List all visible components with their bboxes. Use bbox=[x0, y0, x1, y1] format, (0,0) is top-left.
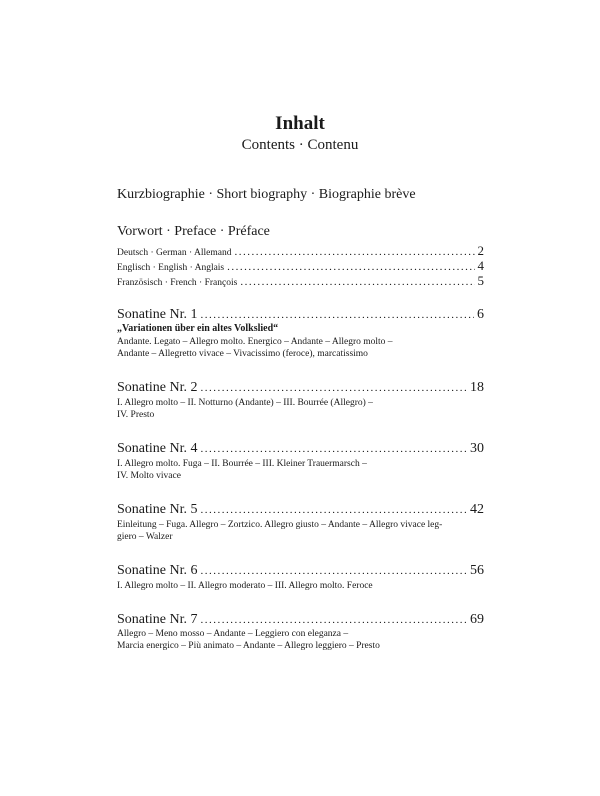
movement-line: Marcia energico – Più animato – Andante – Allegro leggiero – Presto bbox=[117, 641, 380, 651]
page-number: 42 bbox=[470, 502, 484, 517]
toc-label: Sonatine Nr. 5 bbox=[117, 502, 198, 517]
leader-dots bbox=[201, 504, 468, 516]
movement-line: Allegro – Meno mosso – Andante – Leggiero con eleganza – bbox=[117, 629, 349, 639]
page-subtitle: Contents · Contenu bbox=[241, 137, 359, 153]
toc-entry-sonatine-2 bbox=[117, 380, 484, 396]
movement-line: IV. Presto bbox=[117, 410, 155, 420]
sonatine-1-subtitle: „Variationen über ein altes Volkslied“ bbox=[117, 323, 279, 334]
movement-line: I. Allegro molto – II. Allegro moderato – III. Allegro molto. Feroce bbox=[117, 581, 373, 591]
preface-item-french bbox=[117, 273, 484, 289]
page-number: 18 bbox=[470, 380, 484, 395]
toc-label: Sonatine Nr. 6 bbox=[117, 563, 198, 578]
toc-label: Sonatine Nr. 2 bbox=[117, 380, 198, 395]
leader-dots bbox=[201, 614, 468, 626]
leader-dots bbox=[240, 276, 474, 288]
toc-entry-sonatine-7 bbox=[117, 612, 484, 628]
page-number: 5 bbox=[477, 273, 484, 288]
toc-label: Sonatine Nr. 1 bbox=[117, 307, 198, 322]
leader-dots bbox=[227, 261, 474, 273]
toc-entry-sonatine-6 bbox=[117, 563, 484, 579]
preface-heading: Vorwort · Preface · Préface bbox=[117, 224, 270, 239]
movement-line: giero – Walzer bbox=[117, 532, 173, 542]
toc-label: Deutsch · German · Allemand bbox=[117, 248, 232, 258]
movement-line: I. Allegro molto – II. Notturno (Andante) – III. Bourrée (Allegro) – bbox=[117, 398, 373, 408]
leader-dots bbox=[201, 382, 468, 394]
page-number: 2 bbox=[477, 243, 484, 258]
leader-dots bbox=[201, 309, 475, 321]
toc-label: Sonatine Nr. 4 bbox=[117, 441, 198, 456]
toc-label: Französisch · French · François bbox=[117, 278, 238, 288]
toc-label: Englisch · English · Anglais bbox=[117, 263, 225, 273]
page-number: 56 bbox=[470, 563, 484, 578]
toc-entry-sonatine-1 bbox=[117, 307, 484, 323]
toc-label: Sonatine Nr. 7 bbox=[117, 612, 198, 627]
page-number: 4 bbox=[477, 258, 484, 273]
page-title: Inhalt bbox=[275, 113, 325, 134]
movement-line: IV. Molto vivace bbox=[117, 471, 181, 481]
toc-entry-sonatine-5 bbox=[117, 502, 484, 518]
movement-line: I. Allegro molto. Fuga – II. Bourrée – III. Kleiner Trauermarsch – bbox=[117, 459, 367, 469]
preface-item-english bbox=[117, 258, 484, 274]
page-number: 69 bbox=[470, 612, 484, 627]
movement-line: Andante. Legato – Allegro molto. Energico – Andante – Allegro molto – bbox=[117, 337, 393, 347]
movement-line: Andante – Allegretto vivace – Vivacissimo (feroce), marcatissimo bbox=[117, 349, 368, 359]
leader-dots bbox=[235, 246, 475, 258]
movement-line: Einleitung – Fuga. Allegro – Zortzico. Allegro giusto – Andante – Allegro vivace leg- bbox=[117, 520, 443, 530]
preface-item-german bbox=[117, 243, 484, 259]
leader-dots bbox=[201, 443, 468, 455]
biography-entry: Kurzbiographie · Short biography · Biographie brève bbox=[117, 187, 416, 202]
page-number: 30 bbox=[470, 441, 484, 456]
leader-dots bbox=[201, 565, 468, 577]
toc-entry-sonatine-4 bbox=[117, 441, 484, 457]
page-number: 6 bbox=[477, 307, 484, 322]
